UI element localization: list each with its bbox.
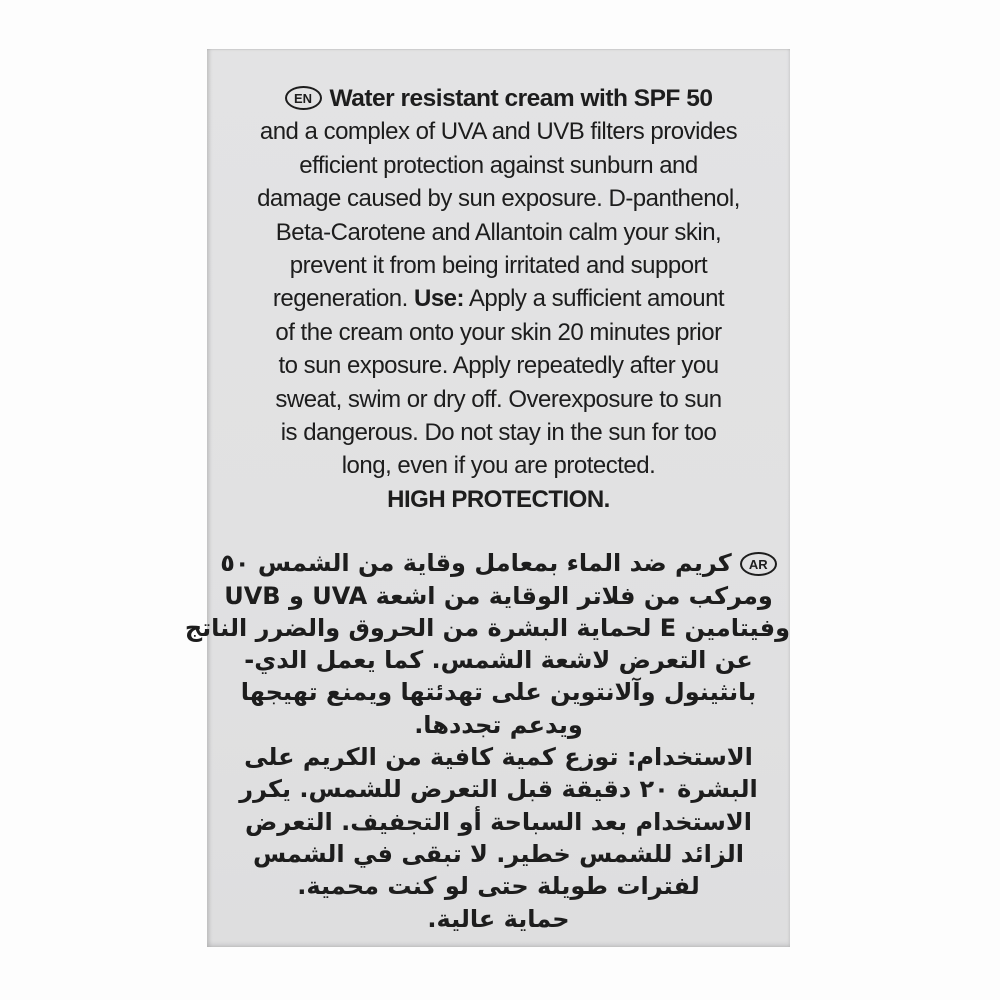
en-body-line: sweat, swim or dry off. Overexposure to sun [275, 385, 722, 413]
en-language-badge: EN [285, 86, 322, 110]
ar-heading: كريم ضد الماء بمعامل وقاية من الشمس ٥٠ [220, 549, 732, 578]
ar-language-badge: AR [740, 552, 777, 576]
en-body-line: and a complex of UVA and UVB filters provides [259, 118, 738, 146]
en-high-protection-line: HIGH PROTECTION. [387, 485, 610, 513]
ar-body-line: ويدعم تجددها. [414, 710, 583, 739]
en-body-line: to sun exposure. Apply repeatedly after you [278, 352, 719, 380]
en-heading-line [207, 82, 790, 115]
en-use-after: Apply a sufficient amount [464, 285, 725, 313]
ar-high-protection-line: حماية عالية. [427, 904, 570, 933]
en-body-line: of the cream onto your skin 20 minutes prior [275, 318, 722, 346]
en-body-line: prevent it from being irritated and support [289, 252, 708, 280]
ar-usage-line: الاستخدام: توزع كمية كافية من الكريم على [244, 743, 753, 772]
en-use-before: regeneration. [272, 285, 414, 313]
ar-body-line: وفيتامين E لحماية البشرة من الحروق والضرر الناتج [184, 613, 790, 642]
en-body-line: Beta-Carotene and Allantoin calm your skin, [275, 218, 722, 246]
en-body-line: efficient protection against sunburn and [299, 151, 698, 179]
ar-body-line: بانثينول وآلانتوين على تهدئتها ويمنع تهيجها [240, 678, 757, 707]
ar-usage-line: الزائد للشمس خطير. لا تبقى في الشمس [252, 839, 745, 868]
en-body-line: damage caused by sun exposure. D-panthenol, [257, 185, 740, 213]
en-body-line: long, even if you are protected. [341, 452, 656, 480]
ar-body-line: عن التعرض لاشعة الشمس. كما يعمل الدي- [244, 646, 753, 675]
en-use-line [207, 282, 790, 315]
ar-usage-line: لفترات طويلة حتى لو كنت محمية. [297, 872, 700, 901]
en-heading: Water resistant cream with SPF 50 [329, 85, 713, 112]
ar-heading-line [207, 547, 790, 579]
en-use-label: Use: [414, 285, 465, 313]
arabic-text-block [184, 547, 790, 935]
ar-body-line: ومركب من فلاتر الوقاية من اشعة UVA و UVB [224, 581, 773, 610]
ar-usage-line: البشرة ٢٠ دقيقة قبل التعرض للشمس. يكرر [239, 775, 758, 804]
english-text-block [207, 82, 790, 516]
package-label [184, 49, 790, 947]
en-body-line: is dangerous. Do not stay in the sun for too [280, 419, 717, 447]
ar-usage-line: الاستخدام بعد السباحة أو التجفيف. التعرض [244, 807, 753, 836]
